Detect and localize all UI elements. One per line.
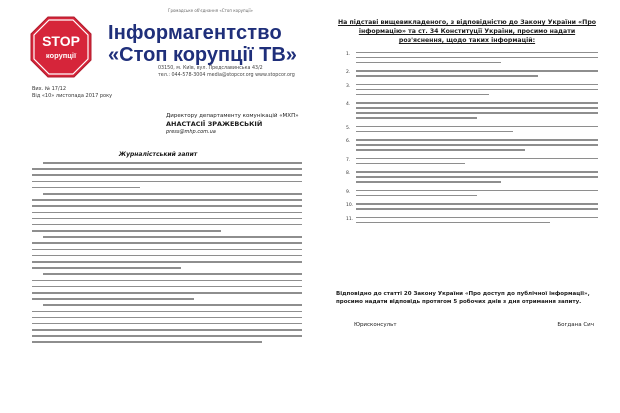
list-item: 5.	[346, 126, 598, 136]
contact-address: 03150, м. Київ, вул. Предславинська 43/2	[158, 66, 263, 71]
list-item: 2.	[346, 70, 598, 80]
document-title: Журналістський запит	[118, 151, 198, 158]
contact-phone-email: тел.: 044-578-3004 media@stopcor.org www.stopcor.org	[158, 72, 295, 78]
list-item: 4.	[346, 102, 598, 122]
right-page	[318, 4, 616, 409]
list-item: 9.	[346, 190, 598, 200]
list-item: 1.	[346, 52, 598, 67]
brand-header-small: Громадське об'єднання «Стоп корупції»	[168, 8, 253, 13]
request-list	[346, 52, 598, 230]
list-item: 6.	[346, 139, 598, 154]
outgoing-number: Вих. № 17/12	[32, 86, 67, 92]
list-item: 7.	[346, 158, 598, 168]
signer-title: Юрисконсульт	[354, 322, 397, 328]
letter-date: Від «10» листопада 2017 року	[32, 93, 113, 99]
paragraph	[32, 236, 302, 269]
list-item: 11.	[346, 217, 598, 227]
paragraph	[32, 162, 302, 188]
left-page	[8, 4, 308, 409]
legal-footer-note: Відповідно до статті 20 Закону України «Про доступ до публічної інформації», просимо надати відповідь протягом 5 робочих днів з дня отримання запиту.	[336, 291, 590, 305]
recipient-name: АНАСТАСІЇ ЗРАЖЕВСЬКІЙ	[166, 120, 263, 128]
brand-name-line2: «Стоп корупції ТВ»	[108, 44, 297, 66]
list-item: 3.	[346, 84, 598, 99]
paragraph	[32, 273, 302, 299]
left-body-text	[32, 162, 302, 348]
signer-name: Богдана Сич	[557, 322, 594, 328]
paragraph	[32, 304, 302, 343]
stop-sign-icon	[30, 16, 92, 78]
paragraph	[32, 193, 302, 232]
request-header: На підставі вищевикладеного, з відповідністю до Закону України «Про інформацію» та ст. 34 Конституції України, просимо надати роз'яснення, щодо таких інформацій:	[337, 19, 597, 44]
contact-block	[158, 66, 308, 79]
recipient-position: Директору департаменту комунікацій «МХП»	[166, 113, 299, 119]
list-item: 10.	[346, 203, 598, 213]
recipient-block	[166, 112, 306, 136]
letter-meta	[32, 86, 112, 100]
list-item: 8.	[346, 171, 598, 186]
brand-name-line1: Інформагентство	[108, 22, 282, 44]
recipient-email: press@mhp.com.ua	[166, 129, 216, 135]
signature-row	[354, 322, 594, 328]
logo-subtitle-text: корупції	[45, 51, 77, 60]
logo-stop-text: STOP	[42, 33, 80, 49]
